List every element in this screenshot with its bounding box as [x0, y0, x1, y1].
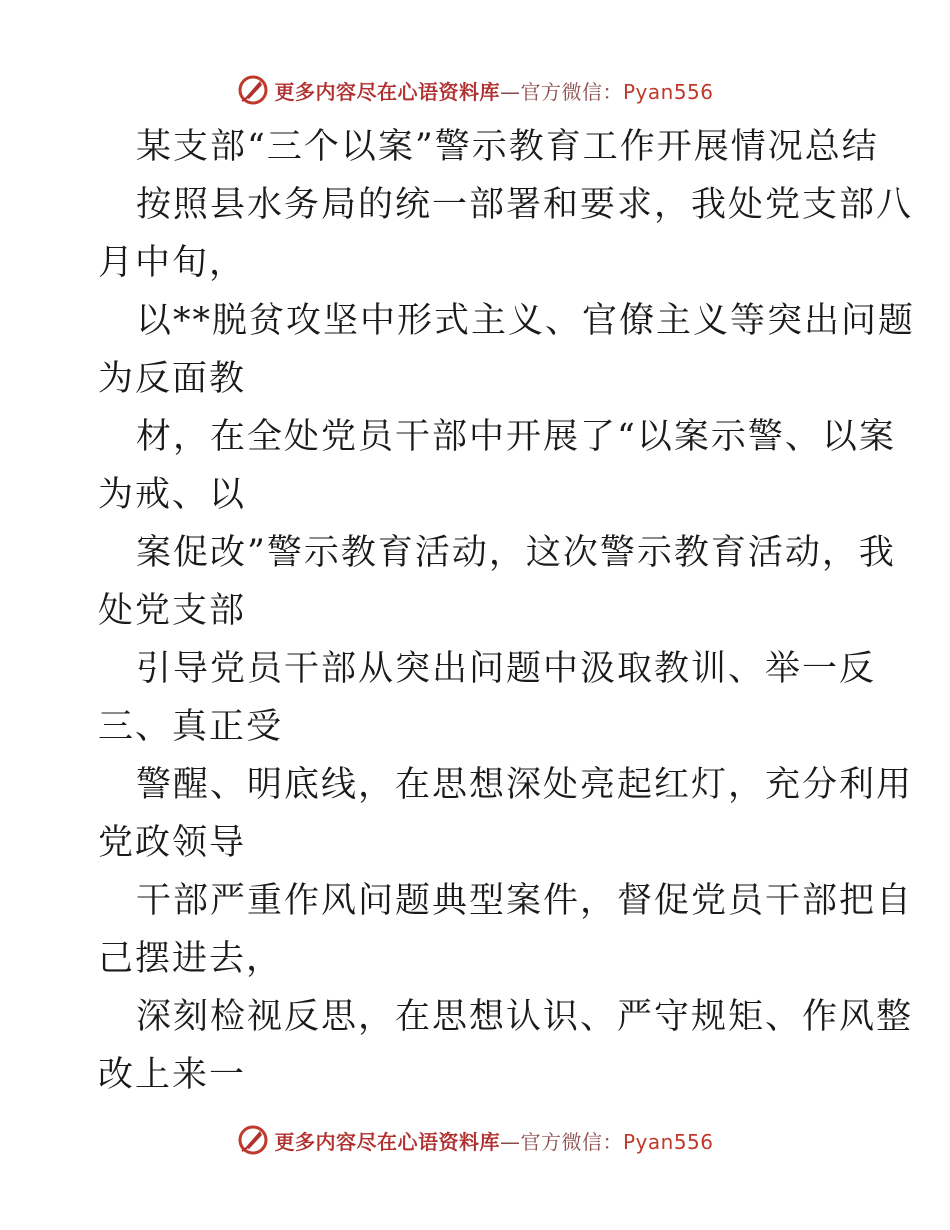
text-line: 改上来一 — [98, 1055, 247, 1095]
text-line: 为反面教 — [98, 359, 247, 399]
watermark-banner-top — [0, 70, 950, 110]
text-line: 材，在全处党员干部中开展了“以案示警、以案 — [136, 417, 896, 457]
text-line: 引导党员干部从突出问题中汲取教训、举一反 — [136, 649, 877, 689]
quill-logo-icon — [236, 1123, 270, 1157]
text-line: 党政领导 — [98, 823, 247, 863]
watermark-brand: 更多内容尽在心语资料库 — [274, 1129, 500, 1154]
watermark-banner-bottom — [0, 1120, 950, 1160]
watermark-separator: — — [499, 1129, 521, 1154]
text-line: 干部严重作风问题典型案件，督促党员干部把自 — [136, 881, 914, 921]
text-line: 三、真正受 — [98, 707, 284, 747]
document-title: 某支部“三个以案”警示教育工作开展情况总结 — [136, 127, 879, 167]
watermark-label: 官方微信： — [520, 79, 623, 104]
text-line: 己摆进去， — [98, 939, 284, 979]
watermark-wechat-id: Pyan556 — [622, 1129, 714, 1154]
text-line: 警醒、明底线，在思想深处亮起红灯，充分利用 — [136, 765, 914, 805]
text-line: 案促改”警示教育活动，这次警示教育活动，我 — [136, 533, 896, 573]
watermark-text — [274, 76, 713, 105]
text-line: 深刻检视反思，在思想认识、严守规矩、作风整 — [136, 997, 914, 1037]
watermark-label: 官方微信： — [520, 1129, 623, 1154]
watermark-separator: — — [499, 79, 521, 104]
text-line: 月中旬， — [98, 243, 247, 283]
watermark-wechat-id: Pyan556 — [622, 79, 714, 104]
watermark-brand: 更多内容尽在心语资料库 — [274, 79, 500, 104]
document-body — [98, 118, 916, 1104]
text-line: 处党支部 — [98, 591, 247, 631]
quill-logo-icon — [236, 73, 270, 107]
text-line: 为戒、以 — [98, 475, 247, 515]
text-line: 按照县水务局的统一部署和要求，我处党支部八 — [136, 185, 914, 225]
text-line: 以**脱贫攻坚中形式主义、官僚主义等突出问题 — [136, 301, 916, 341]
watermark-text — [274, 1126, 713, 1155]
